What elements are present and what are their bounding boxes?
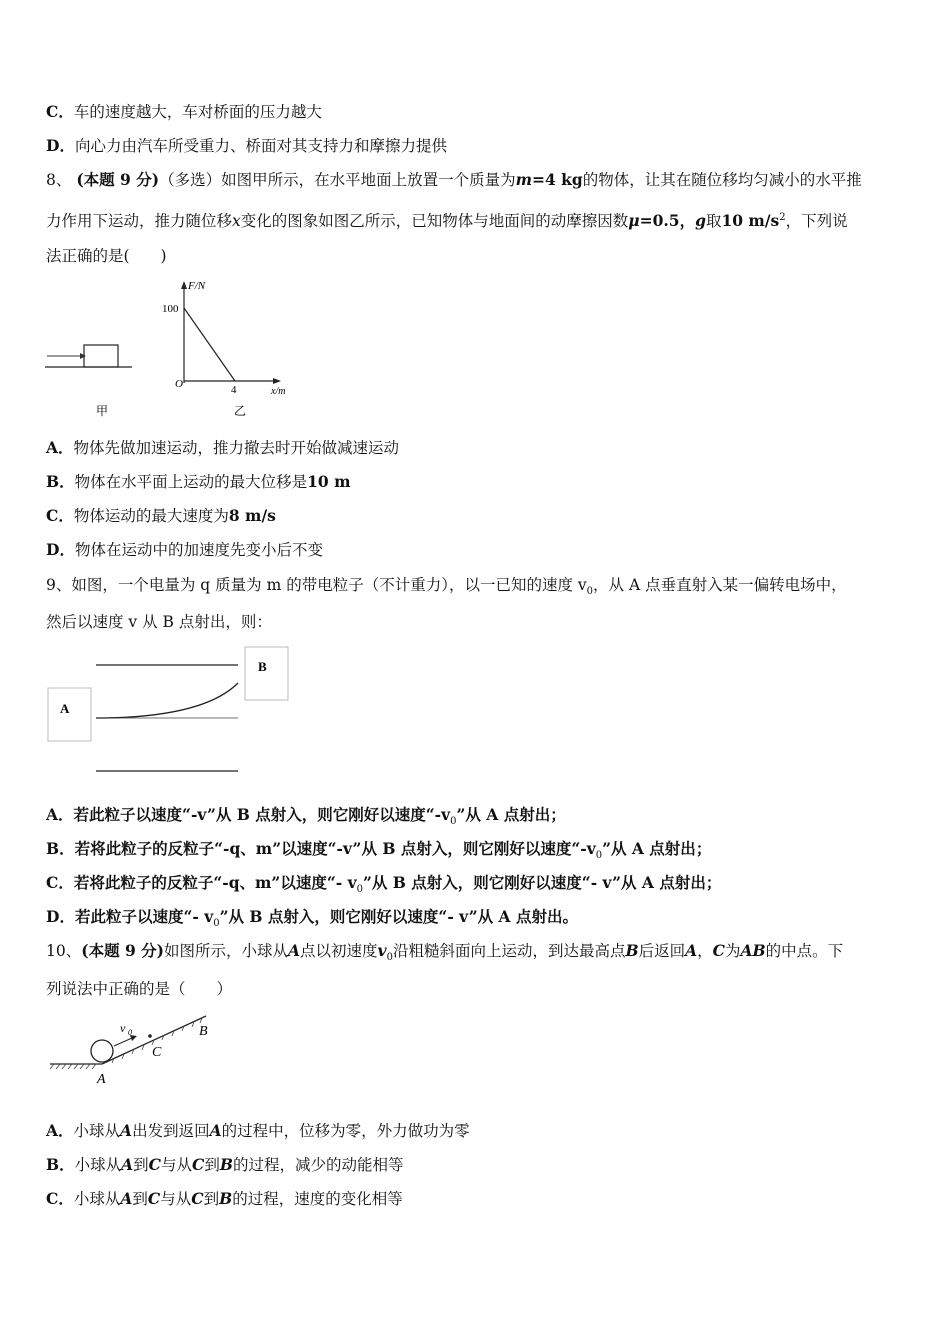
q10-text: 如图所示，小球从 (163, 942, 288, 960)
option-c-prev (46, 102, 322, 122)
var-c: C (147, 1189, 161, 1208)
option-text: 出发到返回 (132, 1122, 210, 1140)
q10-option-a (46, 1121, 470, 1141)
hatching (50, 1018, 202, 1069)
var-ab: AB (740, 941, 766, 960)
var-c: C (191, 1189, 204, 1208)
option-text: 的过程，减少的动能相等 (233, 1156, 404, 1174)
option-text: ”从 B 点射入，则它刚好以速度“- v”从 A 点射出。 (219, 907, 578, 926)
option-text: 的过程，速度的变化相等 (232, 1190, 403, 1208)
var-c: C (192, 1155, 205, 1174)
q8-text: 力作用下运动，推力随位移 (46, 212, 233, 231)
option-label: C． (46, 102, 74, 121)
q8-figure (40, 275, 310, 425)
option-label: C． (46, 1189, 74, 1208)
q8-text: 的物体，让其在随位移均匀减小的水平推 (582, 171, 862, 189)
q9-option-c (46, 873, 721, 900)
v-label: v (120, 1021, 126, 1035)
b-label: B (199, 1024, 208, 1039)
var-a: A (120, 1121, 133, 1140)
q10-option-c (46, 1189, 403, 1209)
q10-text: 点以初速度 (300, 942, 378, 960)
point-c-dot (148, 1034, 152, 1038)
option-label: B． (46, 1155, 75, 1174)
option-value: 8 m/s (228, 506, 276, 525)
q8-text: 法正确的是( ) (46, 247, 167, 265)
option-text: 与从 (161, 1156, 193, 1174)
x-axis-label: x/m (271, 386, 286, 397)
option-text: 若此粒子以速度“- v (74, 907, 214, 926)
option-text: 到 (204, 1156, 220, 1174)
caption-jia: 甲 (96, 404, 109, 418)
q10-line-1 (46, 941, 843, 968)
q8-line-3 (46, 246, 167, 266)
option-text: ”从 A 点射出； (602, 839, 712, 858)
option-text: 到 (133, 1156, 149, 1174)
var-a: A (209, 1121, 222, 1140)
var-b: B (219, 1189, 233, 1208)
option-text: 若此粒子以速度“-v”从 B 点射入，则它刚好以速度“-v (73, 805, 451, 824)
var-c: C (148, 1155, 162, 1174)
option-label: D． (46, 136, 75, 155)
x-value-label: 4 (231, 384, 237, 396)
question-number: 10、 (46, 942, 82, 960)
q8-text: 变化的图象如图乙所示，已知物体与地面间的动摩擦因数 (240, 212, 629, 231)
question-number: 8、 (46, 171, 72, 189)
q8-option-d (46, 540, 323, 560)
var-a: A (288, 941, 301, 960)
q8-text: （多选）如图甲所示，在水平地面上放置一个质量为 (159, 171, 516, 189)
option-text: 物体在水平面上运动的最大位移是 (74, 473, 308, 491)
var-a: A (120, 1189, 133, 1208)
option-text: 若将此粒子的反粒子“-q、m”以速度“- v (73, 873, 357, 892)
point-b-label: B (258, 659, 267, 674)
var-mu: μ (628, 211, 640, 231)
y-value-label: 100 (162, 303, 179, 315)
subscript: 0 (386, 952, 393, 964)
q9-option-b (46, 839, 711, 866)
q10-text: 列说法中正确的是（ ） (46, 980, 233, 998)
option-text: 若将此粒子的反粒子“-q、m”以速度“-v”从 B 点射入，则它刚好以速度“-v (74, 839, 596, 858)
q9-text: ，从 A 点垂直射入某一偏转电场中， (593, 576, 847, 594)
q9-figure (44, 643, 294, 778)
q8-text: ，下列说 (785, 212, 848, 231)
subscript: 0 (595, 850, 603, 862)
q9-option-d (46, 907, 578, 934)
option-label: A． (46, 805, 74, 824)
q9-text: 9、如图，一个电量为 q 质量为 m 的带电粒子（不计重力），以一已知的速度 v (46, 576, 587, 594)
q10-line-2 (46, 979, 232, 999)
y-axis-label: F/N (188, 280, 206, 292)
q9-text: 然后以速度 v 从 B 点射出，则： (46, 613, 272, 631)
g-value: 10 m/s (721, 211, 780, 231)
q8-option-c (46, 506, 276, 526)
q8-option-b (46, 472, 351, 492)
q10-text: 后返回 (638, 942, 686, 960)
q10-option-b (46, 1155, 404, 1175)
option-text: 小球从 (74, 1156, 122, 1174)
option-label: A． (46, 438, 74, 457)
option-text: 与从 (160, 1190, 192, 1208)
option-text: 物体先做加速运动，推力撤去时开始做减速运动 (73, 439, 400, 457)
v-subscript: 0 (128, 1028, 132, 1037)
c-label: C (152, 1045, 162, 1060)
q9-line-2 (46, 612, 272, 632)
q10-text: 沿粗糙斜面向上运动，到达最高点 (392, 942, 626, 960)
var-b: B (625, 941, 639, 960)
superscript: 2 (779, 212, 786, 223)
option-label: B． (46, 839, 75, 858)
option-d-prev (46, 136, 447, 156)
q9-option-a (46, 805, 566, 832)
subscript: 0 (213, 918, 220, 930)
q10-text: ， (697, 942, 713, 960)
option-label: C． (46, 506, 74, 525)
figure-jia (45, 345, 132, 418)
origin-label: O (175, 378, 183, 390)
q10-text: 的中点。下 (765, 942, 844, 960)
option-label: C． (46, 873, 74, 892)
option-text: 小球从 (73, 1190, 121, 1208)
point-a-label: A (60, 701, 70, 716)
q10-figure (44, 1010, 224, 1090)
var-b: B (219, 1155, 233, 1174)
option-text: 到 (132, 1190, 148, 1208)
q8-line-2 (46, 208, 848, 231)
a-label: A (97, 1072, 106, 1087)
q10-text: 为 (724, 942, 741, 960)
subscript: 0 (586, 586, 594, 598)
option-text: 到 (203, 1190, 220, 1208)
var-g: g (695, 211, 706, 231)
var-m: m (515, 170, 532, 189)
option-text: 的过程中，位移为零，外力做功为零 (221, 1122, 470, 1140)
option-text: 小球从 (73, 1122, 121, 1140)
var-a: A (121, 1155, 134, 1174)
subscript: 0 (450, 816, 457, 828)
question-score: (本题 9 分) (81, 941, 164, 960)
q8-option-a (46, 438, 399, 458)
option-label: A． (46, 1121, 74, 1140)
var-x: x (232, 212, 241, 231)
var-v: v (377, 941, 387, 960)
option-label: D． (46, 540, 75, 559)
ball (91, 1040, 113, 1062)
particle-trajectory (96, 683, 238, 718)
option-text: 物体在运动中的加速度先变小后不变 (74, 541, 323, 559)
mu-value: =0.5， (639, 211, 696, 231)
option-value: 10 m (307, 472, 351, 491)
q8-line-1 (46, 170, 862, 190)
caption-yi: 乙 (234, 404, 247, 418)
subscript: 0 (356, 884, 363, 896)
option-text: 物体运动的最大速度为 (73, 507, 229, 525)
var-c: C (712, 941, 725, 960)
option-text: ”从 A 点射出； (456, 805, 566, 824)
option-text: ”从 B 点射入，则它刚好以速度“- v”从 A 点射出； (362, 873, 722, 892)
option-text: 车的速度越大，车对桥面的压力越大 (73, 103, 322, 121)
q9-line-1 (46, 575, 847, 602)
figure-yi (162, 280, 285, 418)
question-score: (本题 9 分) (76, 170, 160, 189)
q8-text: 取 (705, 212, 722, 231)
option-label: B． (46, 472, 75, 491)
var-a: A (685, 941, 698, 960)
option-label: D． (46, 907, 75, 926)
mass-value: =4 kg (531, 170, 583, 189)
option-text: 向心力由汽车所受重力、桥面对其支持力和摩擦力提供 (74, 137, 447, 155)
